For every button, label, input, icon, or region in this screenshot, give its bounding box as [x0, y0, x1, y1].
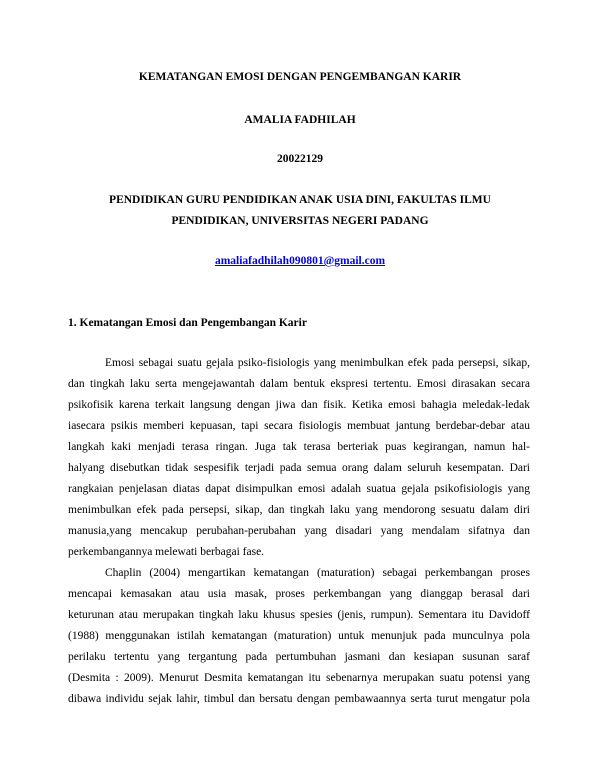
section-heading: 1. Kematangan Emosi dan Pengembangan Karir: [68, 317, 307, 329]
paragraph-1-line: halyang disebutkan tidak sespesifik terjadi pada semua orang dalam seluruh kesempatan. Dari: [68, 462, 530, 474]
paragraph-2-line: perilaku tertentu yang tergantung pada pertumbuhan jasmani dan kesiapan susunan saraf: [68, 651, 530, 663]
email-link[interactable]: amaliafadhilah090801@gmail.com: [214, 255, 386, 267]
paragraph-1-line: perkembangannya melewati berbagai fase.: [68, 546, 265, 558]
paragraph-1-line: manusia,yang mencakup perubahan-perubahan yang disadari yang mendalam sifatnya dan: [68, 525, 530, 537]
paragraph-2-line: mencapai kemasakan atau usia masak, proses perkembangan yang dianggap berasal dari: [68, 588, 530, 600]
paragraph-1-line: menimbulkan efek pada persepsi, sikap, dan tingkah laku yang mendorong sesuatu dalam diri: [68, 504, 530, 516]
paragraph-1-line: iasecara psikis memberi kepuasan, tapi secara fisiologis membuat jantung berdebar-debar atau: [68, 420, 530, 432]
affiliation-line-1: PENDIDIKAN GURU PENDIDIKAN ANAK USIA DINI, FAKULTAS ILMU: [109, 194, 491, 206]
paragraph-1-line: dan tingkah laku serta mengejawantah dalam bentuk ekspresi tertentu. Emosi dirasakan secara: [68, 378, 530, 390]
paragraph-1-line: rangkaian penjelasan diatas dapat disimpulkan emosi adalah suatua gejala psikofisiologis yang: [68, 483, 530, 495]
paragraph-2-line: (Desmita : 2009). Menurut Desmita kematangan itu sebenarnya merupakan suatu potensi yang: [68, 672, 530, 684]
paper-title: KEMATANGAN EMOSI DENGAN PENGEMBANGAN KARIR: [138, 71, 462, 83]
paragraph-1-line: psikofisik karena terkait langsung dengan jiwa dan fisik. Ketika emosi bahagia meledak-ledak: [68, 399, 530, 411]
paragraph-1-line: langkah kaki menjadi terasa ringan. Juga tak terasa berteriak puas kegirangan, namun hal-: [68, 441, 530, 453]
paragraph-2-line: (1988) menggunakan istilah kematangan (maturation) untuk menunjuk pada munculnya pola: [68, 630, 530, 642]
paragraph-1-line: Emosi sebagai suatu gejala psiko-fisiologis yang menimbulkan efek pada persepsi, sikap,: [105, 357, 530, 369]
author-name: AMALIA FADHILAH: [244, 114, 356, 126]
paragraph-2-line: keturunan atau merupakan tingkah laku khusus spesies (jenis, rumpun). Sementara itu Davidoff: [68, 609, 530, 621]
paragraph-2-line: Chaplin (2004) mengartikan kematangan (maturation) sebagai perkembangan proses: [105, 567, 530, 579]
student-id: 20022129: [277, 153, 323, 165]
affiliation-line-2: PENDIDIKAN, UNIVERSITAS NEGERI PADANG: [171, 215, 429, 227]
paragraph-2-line: dibawa individu sejak lahir, timbul dan bersatu dengan pembawaannya serta turut mengatur pola: [68, 693, 530, 705]
